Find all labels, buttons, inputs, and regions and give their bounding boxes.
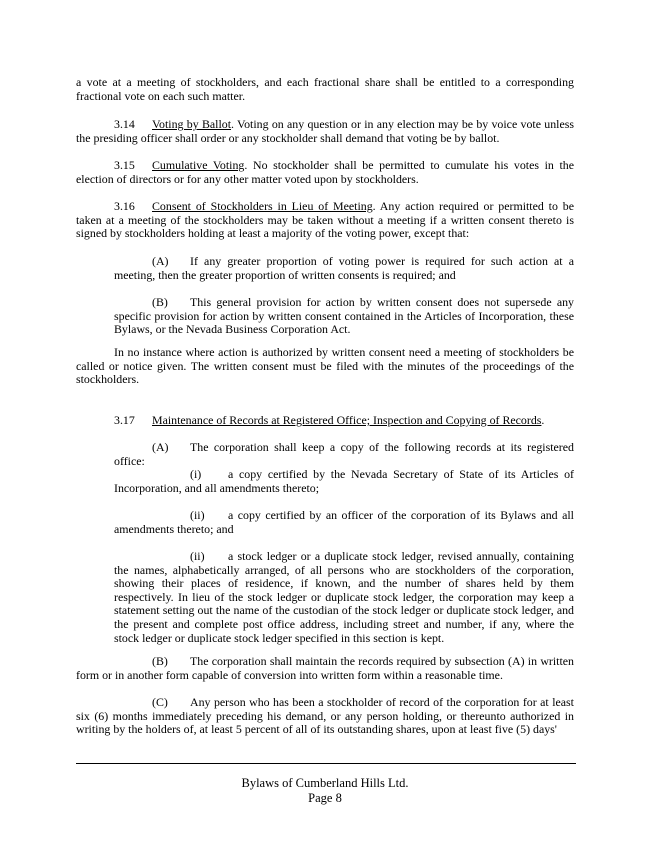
section-title: Maintenance of Records at Registered Office; Inspection and Copying of Records: [152, 413, 542, 427]
item-label: (ii): [190, 508, 205, 522]
subsection-text: The corporation shall keep a copy of the following records at its registered office:: [114, 440, 574, 468]
section-number: 3.17: [114, 413, 135, 427]
section-text: .: [541, 413, 545, 427]
item-3-17-a-i: [114, 468, 574, 495]
section-3-16: [76, 200, 574, 241]
section-text: . No stockholder shall be permitted to cumulate his votes in the election of directors or for any other matter voted upon by stockholders.: [76, 158, 574, 186]
paragraph-text: In no instance where action is authorized by written consent need a meeting of stockholders be called or notice given. The written consent must be filed with the minutes of the proceedings of the stockholders.: [76, 345, 574, 387]
subsection-text: Any person who has been a stockholder of record of the corporation for at least six (6) months immediately preceding his demand, or any person holding, or thereunto authorized in writing by the holders of, at least 5 percent of all of its outstanding shares, upon at least five (5) days': [76, 695, 574, 737]
section-3-16-closing: [76, 346, 574, 387]
section-title: Consent of Stockholders in Lieu of Meeting: [152, 199, 373, 213]
section-text: . Any action required or permitted to be taken at a meeting of the stockholders may be taken without a meeting if a written consent thereto is signed by stockholders holding at least a majority of the voting power, except that:: [76, 199, 574, 241]
section-title: Cumulative Voting: [152, 158, 245, 172]
item-text: a copy certified by an officer of the corporation of its Bylaws and all amendments thereto; and: [114, 508, 574, 536]
subsection-3-17-b: [76, 655, 574, 682]
item-3-17-a-ii: [114, 509, 574, 536]
subsection-text: The corporation shall maintain the records required by subsection (A) in written form or in another form capable of conversion into written form within a reasonable time.: [76, 654, 574, 682]
paragraph-text: a vote at a meeting of stockholders, and each fractional share shall be entitled to a corresponding fractional vote on each such matter.: [76, 75, 574, 103]
subsection-text: If any greater proportion of voting power is required for such action at a meeting, then the greater proportion of written consents is required; and: [114, 254, 574, 282]
subsection-3-16-b: [114, 296, 574, 337]
subsection-label: (B): [152, 295, 168, 309]
item-label: (i): [190, 467, 202, 481]
subsection-label: (C): [152, 695, 168, 709]
paragraph-continuation: [76, 76, 574, 103]
item-3-17-a-iii: [114, 550, 574, 645]
subsection-label: (B): [152, 654, 168, 668]
item-text: a stock ledger or a duplicate stock ledger, revised annually, containing the names, alphabetically arranged, of all persons who are stockholders of the corporation, showing their places of residence, if known, and the number of shares held by them respectively. In lieu of the stock ledger or duplicate stock ledger, the corporation may keep a statement setting out the name of the custodian of the stock ledger or duplicate stock ledger, and the present and complete post office address, including street and number, if any, where the stock ledger or duplicate stock ledger specified in this section is kept.: [114, 549, 574, 645]
subsection-label: (A): [152, 254, 169, 268]
section-number: 3.14: [114, 117, 135, 131]
item-label: (ii): [190, 549, 205, 563]
item-text: a copy certified by the Nevada Secretary of State of its Articles of Incorporation, and all amendments thereto;: [114, 467, 574, 495]
subsection-3-17-c: [76, 696, 574, 737]
section-3-15: [76, 159, 574, 186]
subsection-3-16-a: [114, 255, 574, 282]
subsection-label: (A): [152, 440, 169, 454]
footer-page-number: Page 8: [308, 791, 342, 805]
subsection-text: This general provision for action by written consent does not supersede any specific provision for action by written consent contained in the Articles of Incorporation, these Bylaws, or the Nevada Business Corporation Act.: [114, 295, 574, 337]
section-number: 3.15: [114, 158, 135, 172]
section-text: . Voting on any question or in any election may be by voice vote unless the presiding officer shall order or any stockholder shall demand that voting be by ballot.: [76, 117, 574, 145]
section-title: Voting by Ballot: [152, 117, 232, 131]
section-3-17: [76, 414, 574, 428]
footer-title: Bylaws of Cumberland Hills Ltd.: [241, 776, 409, 790]
footer-divider: [76, 763, 576, 764]
subsection-3-17-a: [114, 441, 574, 468]
section-3-14: [76, 118, 574, 145]
section-number: 3.16: [114, 199, 135, 213]
